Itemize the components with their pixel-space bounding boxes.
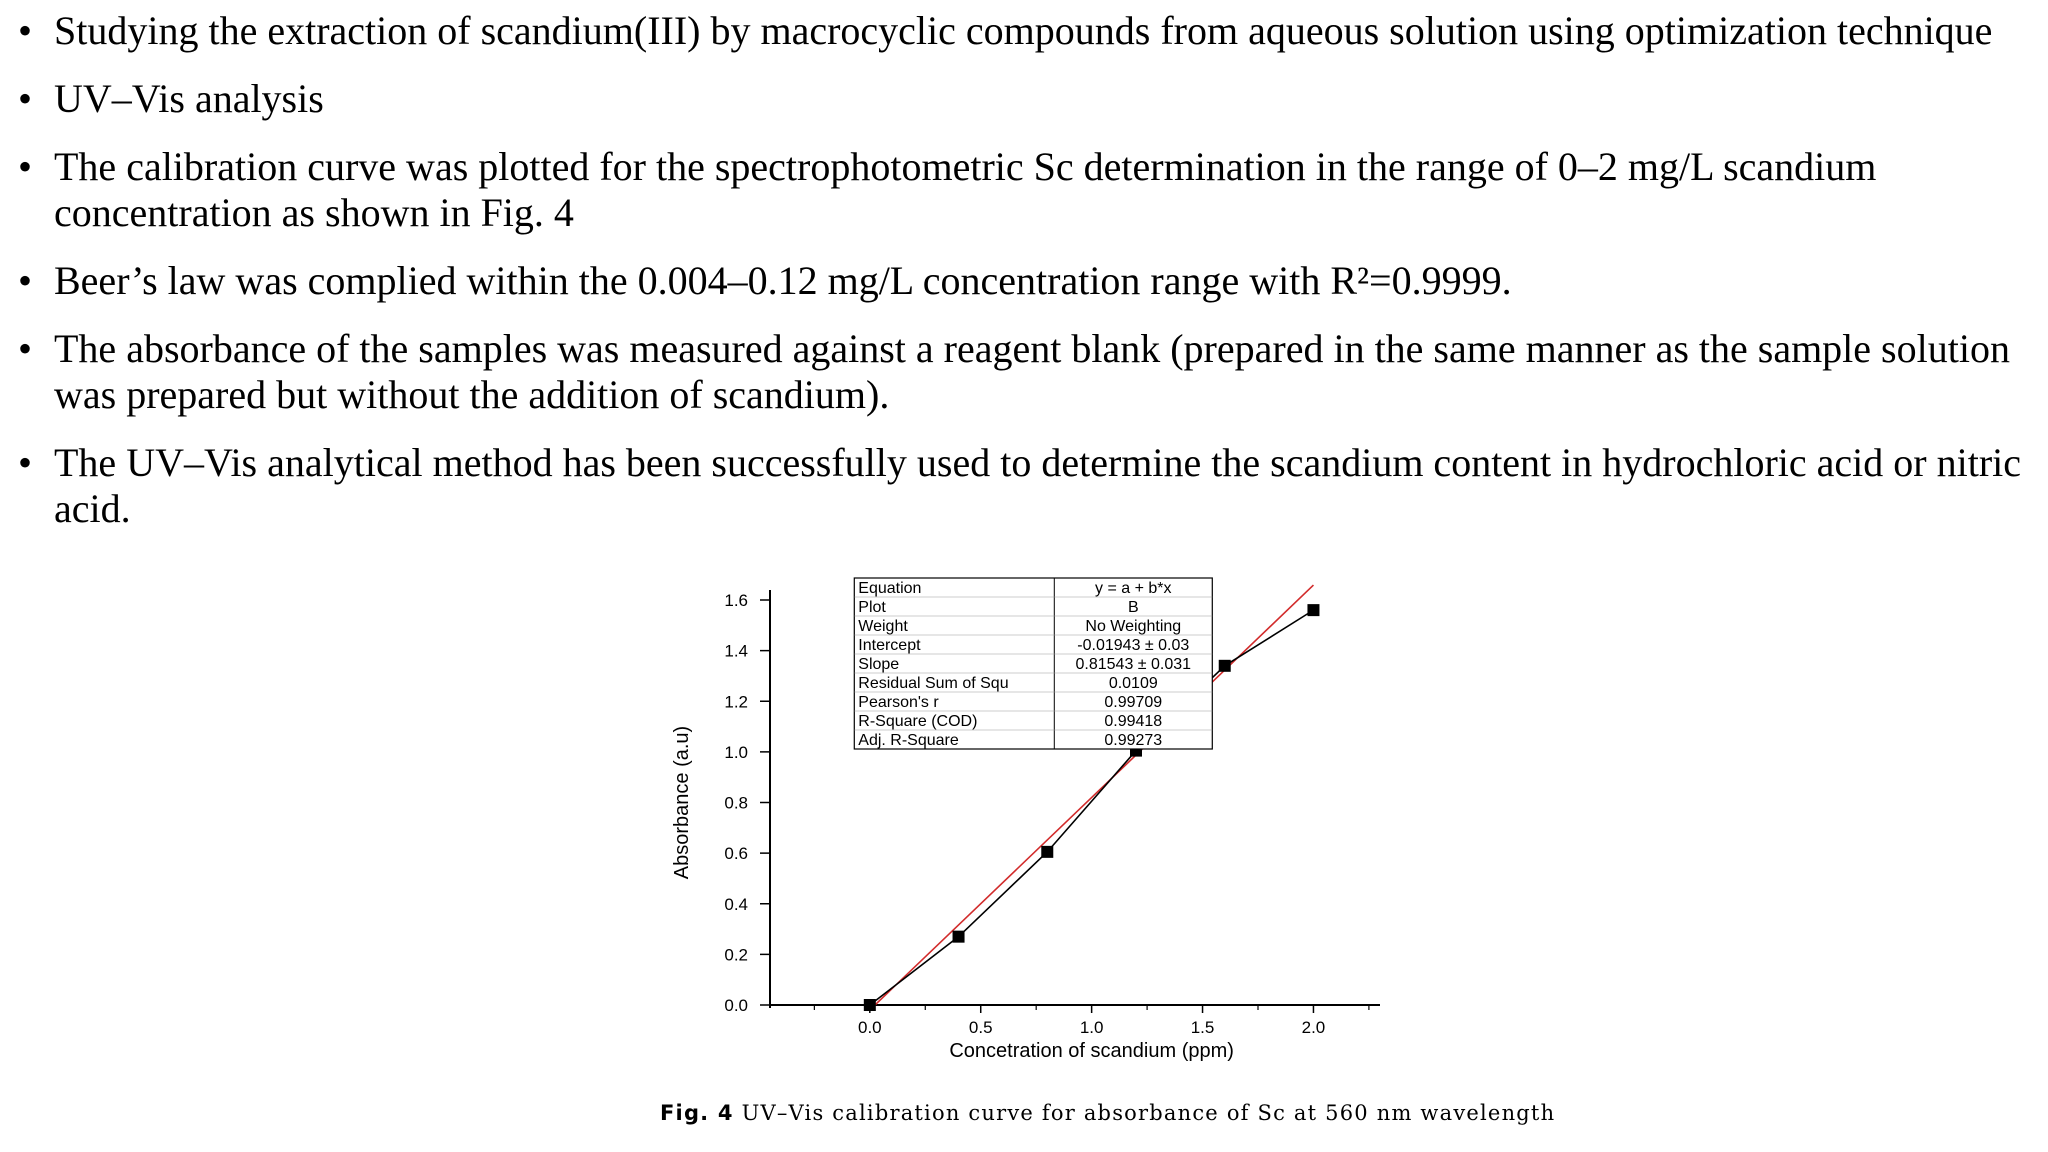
bullet-text: UV–Vis analysis — [54, 76, 324, 121]
fit-table-key: Intercept — [858, 637, 921, 654]
bullet-dot: • — [18, 144, 33, 189]
fit-table-value: 0.99273 — [1104, 732, 1163, 749]
calibration-chart — [660, 570, 1560, 1100]
x-tick-label: 0.5 — [968, 1018, 993, 1037]
data-point-marker — [953, 931, 965, 943]
x-tick-label: 1.5 — [1190, 1018, 1215, 1037]
data-point-marker — [1219, 660, 1231, 672]
bullet-item — [18, 326, 2038, 418]
y-tick-label: 0.6 — [724, 844, 748, 864]
y-tick-label: 0.0 — [724, 996, 748, 1015]
fit-table-key: Slope — [858, 656, 900, 673]
bullet-item — [18, 258, 2038, 304]
y-tick-label: 0.8 — [724, 793, 748, 813]
bullet-item — [18, 8, 2038, 54]
fit-table-key: Residual Sum of Squ — [858, 675, 1009, 692]
figure-caption-label: Fig. 4 — [660, 1101, 734, 1125]
bullet-item — [18, 440, 2038, 532]
bullet-text: The calibration curve was plotted for the spectrophotometric Sc determination in the range of 0–2 mg/L scandium concentration as shown in Fig. 4 — [54, 144, 1877, 235]
fit-table-value: 0.99418 — [1104, 713, 1163, 730]
bullet-dot: • — [18, 8, 33, 53]
bullet-item — [18, 144, 2038, 236]
data-point-marker — [1041, 846, 1053, 858]
fit-table-value: y = a + b*x — [1095, 580, 1172, 597]
bullet-text: Studying the extraction of scandium(III) by macrocyclic compounds from aqueous solution using optimization technique — [54, 8, 1993, 53]
fit-table-key: R-Square (COD) — [858, 713, 978, 730]
fit-table-key: Equation — [858, 580, 922, 597]
x-tick-label: 0.0 — [857, 1018, 882, 1037]
fit-table-value: 0.99709 — [1104, 694, 1163, 711]
fit-table-value: 0.0109 — [1108, 675, 1158, 692]
x-tick-label: 2.0 — [1301, 1018, 1326, 1037]
x-tick-label: 1.0 — [1079, 1018, 1104, 1037]
bullet-text: The absorbance of the samples was measured against a reagent blank (prepared in the same manner as the sample solution was prepared but without the addition of scandium). — [54, 326, 2010, 417]
fit-table-key: Adj. R-Square — [858, 732, 959, 749]
x-axis-label: Concetration of scandium (ppm) — [949, 1040, 1234, 1062]
fit-table-value: No Weighting — [1085, 618, 1182, 635]
bullet-list — [18, 8, 2038, 554]
data-point-marker — [1307, 604, 1319, 616]
bullet-text: Beer’s law was complied within the 0.004–0.12 mg/L concentration range with R²=0.9999. — [54, 258, 1512, 303]
bullet-text: The UV–Vis analytical method has been successfully used to determine the scandium content in hydrochloric acid or nitric acid. — [54, 440, 2022, 531]
fit-table-value: 0.81543 ± 0.031 — [1075, 656, 1192, 673]
y-tick-label: 1.2 — [724, 692, 748, 712]
y-tick-label: 0.2 — [724, 945, 748, 965]
y-tick-label: 1.0 — [724, 742, 748, 762]
figure-caption — [660, 1100, 1560, 1126]
fit-table-key: Weight — [858, 618, 908, 635]
data-point-marker — [864, 999, 876, 1011]
y-axis-label: Absorbance (a.u) — [671, 725, 693, 880]
y-tick-label: 1.6 — [724, 591, 748, 610]
calibration-figure — [660, 570, 1560, 1150]
fit-table-key: Pearson's r — [858, 694, 939, 711]
y-tick-label: 0.4 — [724, 894, 748, 914]
fit-table-value: B — [1127, 599, 1139, 616]
bullet-dot: • — [18, 326, 33, 371]
bullet-dot: • — [18, 258, 33, 303]
figure-caption-text: UV–Vis calibration curve for absorbance of Sc at 560 nm wavelength — [741, 1101, 1556, 1125]
bullet-dot: • — [18, 440, 33, 485]
y-tick-label: 1.4 — [724, 641, 748, 661]
bullet-dot: • — [18, 76, 33, 121]
fit-table-key: Plot — [858, 599, 886, 616]
fit-table-value: -0.01943 ± 0.03 — [1077, 637, 1190, 654]
bullet-item — [18, 76, 2038, 122]
